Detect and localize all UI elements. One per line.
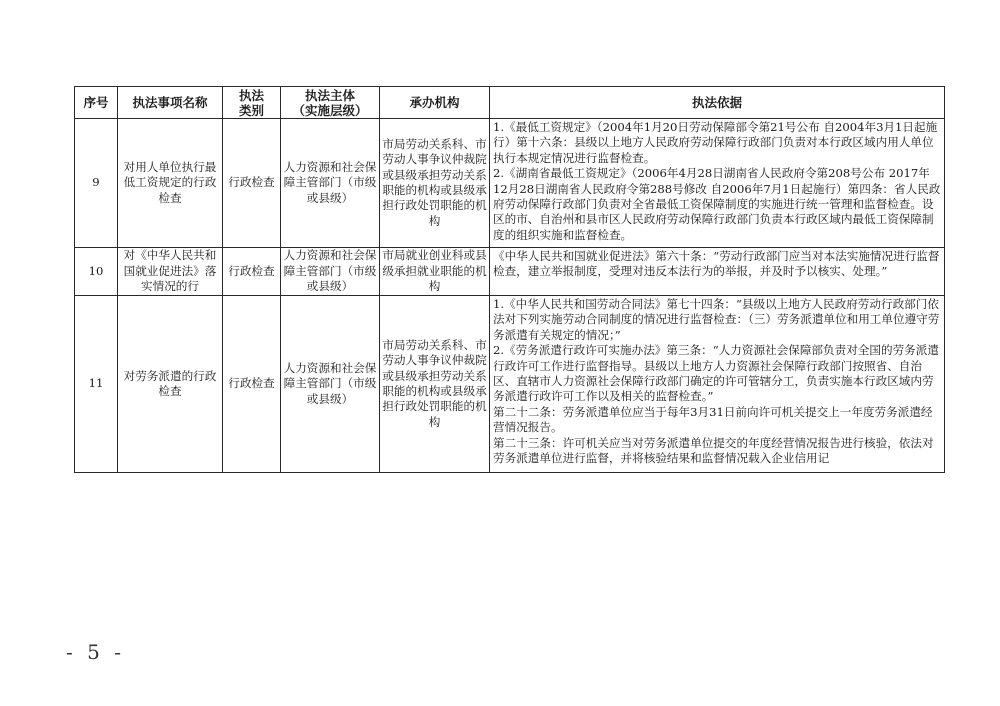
basis-paragraph: 2.《劳务派遣行政许可实施办法》第三条：“人力资源社会保障部负责对全国的劳务派遣行政许可工作进行监督指导。县级以上地方人力资源社会保障行政部门按照省、自治区、直辖市人力资源社会保障行政部门确定的许可管辖分工，负责实施本行政区域内劳务派遣行政许可工作以及相关的监督检查。” xyxy=(493,343,939,404)
cell-seq: 11 xyxy=(75,296,118,473)
basis-paragraph: 1.《最低工资规定》（2004年1月20日劳动保障部令第21号公布 自2004年3月1日起施行）第十六条：县级以上地方人民政府劳动保障行政部门负责对本行政区域内用人单位执行本规定情况进行监督检查。 xyxy=(493,120,938,165)
basis-paragraph: 2.《湖南省最低工资规定》（2006年4月28日湖南省人民政府令第208号公布 2017年12月28日湖南省人民政府令第288号修改 自2006年7月1日起施行）第四条：省人民政府劳动保障行政部门负责对全省最低工资保障制度的实施进行统一管理和监督检查。设区的市、自治州和县市区人民政府劳动保障行政部门负责本行政区域内最低工资保障制度的组织实施和监督检查。 xyxy=(493,166,941,242)
cell-agency: 市局劳动关系科、市劳动人事争议仲裁院或县级承担劳动关系职能的机构或县级承担行政处罚职能的机构 xyxy=(380,296,490,473)
table-row xyxy=(75,296,945,473)
cell-agency: 市局就业创业科或县级承担就业职能的机构 xyxy=(380,248,490,296)
cell-category: 行政检查 xyxy=(223,248,281,296)
cell-seq: 10 xyxy=(75,248,118,296)
cell-basis xyxy=(490,296,945,473)
header-subject-line1: 执法主体 xyxy=(304,87,355,103)
cell-category: 行政检查 xyxy=(223,119,281,248)
basis-paragraph: 第二十三条：许可机关应当对劳务派遣单位提交的年度经营情况报告进行核验，依法对劳务派遣单位进行监督，并将核验结果和监督情况载入企业信用记 xyxy=(493,435,934,466)
header-category xyxy=(223,87,281,119)
cell-category: 行政检查 xyxy=(223,296,281,473)
header-agency: 承办机构 xyxy=(380,87,490,119)
table-header-row xyxy=(75,87,945,119)
document-page xyxy=(74,86,944,473)
header-category-line2: 类别 xyxy=(238,102,264,118)
cell-item-name: 对劳务派遣的行政检查 xyxy=(118,296,223,473)
header-basis: 执法依据 xyxy=(490,87,945,119)
cell-seq: 9 xyxy=(75,119,118,248)
enforcement-table xyxy=(74,86,945,473)
cell-agency: 市局劳动关系科、市劳动人事争议仲裁院或县级承担劳动关系职能的机构或县级承担行政处罚职能的机构 xyxy=(380,119,490,248)
cell-subject: 人力资源和社会保障主管部门（市级或县级） xyxy=(281,248,380,296)
cell-basis xyxy=(490,248,945,296)
header-category-line1: 执法 xyxy=(238,87,264,103)
header-subject xyxy=(281,87,380,119)
cell-subject: 人力资源和社会保障主管部门（市级或县级） xyxy=(281,296,380,473)
basis-paragraph: 1.《中华人民共和国劳动合同法》第七十四条：“县级以上地方人民政府劳动行政部门依法对下列实施劳动合同制度的情况进行监督检查：（三）劳务派遣单位和用工单位遵守劳务派遣有关规定的情况；” xyxy=(493,297,940,342)
table-row xyxy=(75,248,945,296)
header-subject-line2: （实施层级） xyxy=(292,102,368,118)
header-item-name: 执法事项名称 xyxy=(118,87,223,119)
cell-subject: 人力资源和社会保障主管部门（市级或县级） xyxy=(281,119,380,248)
cell-basis xyxy=(490,119,945,248)
cell-item-name: 对《中华人民共和国就业促进法》落实情况的行 xyxy=(118,248,223,296)
basis-paragraph: 第二十二条：劳务派遣单位应当于每年3月31日前向许可机关提交上一年度劳务派遣经营情况报告。 xyxy=(493,404,933,435)
page-number: - 5 - xyxy=(66,640,125,664)
table-row xyxy=(75,119,945,248)
cell-item-name: 对用人单位执行最低工资规定的行政检查 xyxy=(118,119,223,248)
basis-paragraph: 《中华人民共和国就业促进法》第六十条：“劳动行政部门应当对本法实施情况进行监督检查，建立举报制度，受理对违反本法行为的举报，并及时予以核实、处理。” xyxy=(493,249,940,279)
header-seq: 序号 xyxy=(75,87,118,119)
